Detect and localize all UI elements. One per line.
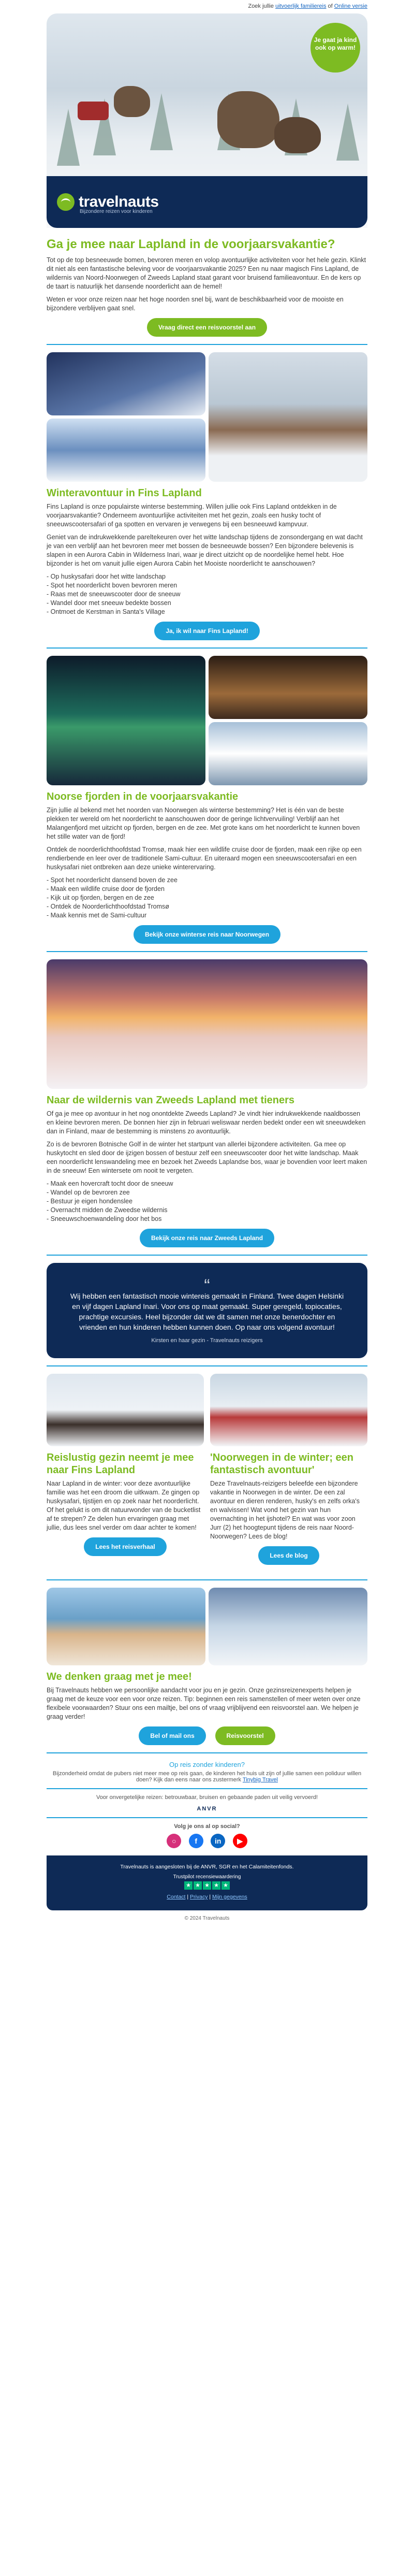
footer-links: Contact | Privacy | Mijn gegevens [167, 1894, 247, 1900]
top-separator: of [328, 3, 333, 9]
star-icon: ★ [194, 1881, 202, 1890]
reindeer-shape [217, 91, 279, 148]
story-card [210, 1374, 367, 1572]
story-card [47, 1374, 204, 1572]
star-icon: ★ [203, 1881, 211, 1890]
team-photo-1 [47, 1588, 205, 1665]
finland-list [47, 572, 367, 616]
finland-text-1: Fins Lapland is onze populairste winterse bestemming. Willen jullie ook Fins Lapland ontdekken in de voorjaarsvakantie? Onderneem avontuurlijke activiteiten met het gezin, zoals een husky tocht of sneeuwscootersafari of ga spotten en vervaren je verwegens bij een besneeuwd kampvuur. [47, 503, 337, 528]
story2-title: 'Noorwegen in de winter; een fantastisch avontuur' [210, 1452, 354, 1476]
trustpilot-widget[interactable] [173, 1874, 241, 1890]
story2-photo [210, 1374, 367, 1446]
list-item: - Maak een hovercraft tocht door de sneeuw [47, 1180, 173, 1187]
sweden-photo-sunset [47, 959, 367, 1089]
reindeer-shape [114, 86, 150, 117]
testimonial-author: Kirsten en haar gezin - Travelnauts reizigers [151, 1337, 263, 1344]
hero-image [47, 13, 367, 228]
finland-images [47, 352, 367, 482]
finland-photo-reindeer [209, 352, 367, 482]
finland-button[interactable]: Ja, ik wil naar Fins Lapland! [154, 622, 259, 640]
norway-photo-interior [209, 656, 367, 719]
footer-link-contact[interactable]: Contact [167, 1894, 186, 1900]
trustpilot-stars [173, 1881, 241, 1890]
divider [47, 344, 367, 345]
divider [47, 1255, 367, 1256]
stories [47, 1374, 367, 1572]
sweden-text-1: Of ga je mee op avontuur in het nog onontdekte Zweeds Lapland? Je vindt hier indrukwekkende naaldbossen en kleine bevroren meren. De bonnen hier zijn in februari weliswaar nerden bedekt onder een wit sneeuwdeken dan in Finland, maar de bestemming is minstens zo avontuurlijk. [47, 1110, 366, 1135]
testimonial [47, 1263, 367, 1358]
top-prefix: Zoek jullie [248, 3, 274, 9]
social-links [47, 1834, 367, 1848]
logo-bar [47, 176, 367, 228]
star-icon: ★ [184, 1881, 193, 1890]
norway-list [47, 876, 367, 920]
testimonial-text: Wij hebben een fantastisch mooie wintereis gemaakt in Finland. Twee dagen Helsinki en vijf dagen Lapland Inari. Voor ons op maat gemaakt. Super geregeld, topiocaties, prachtige excursies. Heel bijzonder dat we dit samen met onze benerdochter en vrienden en hun kinderen hebben kunnen doen. Op naar ons volgend avontuur! [70, 1292, 344, 1331]
story1-photo [47, 1374, 204, 1446]
top-links [47, 0, 367, 13]
team-photos [47, 1588, 367, 1665]
kids-text: Bijzonderheid omdat de pubers niet meer mee op reis gaan, de kinderen het huis uit zijn of jullie samen een poliduur willen doen? Kijk dan eens naar ons zustermerk [52, 1771, 362, 1783]
divider [47, 1817, 367, 1818]
list-item: - Op huskysafari door het witte landschap [47, 573, 166, 580]
norway-images [47, 656, 367, 785]
intro-title: Ga je mee naar Lapland in de voorjaarsvakantie? [47, 237, 335, 251]
copyright: © 2024 Travelnauts [184, 1916, 230, 1921]
social-heading: Volg je ons al op social? [174, 1823, 240, 1830]
list-item: - Spot het noorderlicht boven bevroren meren [47, 582, 178, 589]
list-item: - Raas met de sneeuwscooter door de sneeuw [47, 591, 181, 598]
finland-text-2: Geniet van de indrukwekkende pareltekeuren over het witte landschap tijdens de zonsondergang en wat dacht je van een verblijf aan het bevroren meer met bossen de besneeuwde bossen? Een bijzondere belevenis is slapen in een Aurora Cabin in Wilderness Inari, waar je direct uitzicht op de noordelijke hemel hebt. Hoe bijzonder is het om vanuit jullie eigen Aurora Cabin het Mooiste noorderlicht te aanschouwen? [47, 534, 363, 567]
norway-photo-aurora [47, 656, 205, 785]
tree-shape [336, 104, 359, 161]
promo-badge: Je gaat ja kind ook op warm! [310, 23, 360, 73]
divider [47, 1788, 367, 1789]
list-item: - Overnacht midden de Zweedse wildernis [47, 1206, 168, 1214]
divider [47, 1365, 367, 1366]
star-icon: ★ [221, 1881, 230, 1890]
contact-title: We denken graag met je mee! [47, 1671, 192, 1682]
logo[interactable] [57, 193, 159, 214]
list-item: - Spot het noorderlicht dansend boven de zee [47, 876, 178, 884]
request-proposal-button[interactable]: Vraag direct een reisvoorstel aan [147, 318, 267, 337]
finland-title: Winteravontuur in Fins Lapland [47, 487, 202, 499]
sweden-text-2: Zo is de bevroren Botnische Golf in de winter het startpunt van allerlei bijzondere activiteiten. Ga mee op huskytocht en sled door de ijzigen bossen of bestuur zelf een sneeuwscooter door het witte landschap. Maak een noorderlicht lenswandeling mee en bezoek het Zweeds Laplandse bos, waar je bovendien voor leert maken in de sneeuw! Een wintersete om nooit te vergeten. [47, 1141, 367, 1174]
norway-button[interactable]: Bekijk onze winterse reis naar Noorwegen [134, 925, 280, 944]
story1-title: Reislustig gezin neemt je mee naar Fins Lapland [47, 1452, 194, 1476]
sled-shape [78, 102, 109, 120]
story1-text: Naar Lapland in de winter: voor deze avontuurlijke familie was het een droom die uitkwam. Ze gingen op huskysafari, tijstijen en op zoek naar het noorderlicht. Of het gelukt is om dit natuurwonder van de bucketlist af te strepen? Ze delen hun ervaringen graag met jullie, dus lees snel verder om daar achter te komen! [47, 1480, 201, 1531]
logo-icon [57, 193, 75, 211]
norway-title: Noorse fjorden in de voorjaarsvakantie [47, 791, 239, 802]
sweden-button[interactable]: Bekijk onze reis naar Zweeds Lapland [140, 1229, 274, 1247]
logo-tagline: Bijzondere reizen voor kinderen [80, 209, 153, 214]
finland-photo-aurora-cabin [47, 352, 205, 415]
trustpilot-label: Trustpilot recensiewaardering [173, 1874, 241, 1880]
divider [47, 1579, 367, 1580]
norway-text-2: Ontdek de noorderlichthoofdstad Tromsø, maak hier een wildlife cruise door de fjorden, maak een rijke op een rendierbende en leer over de traditionele Sami-cultuur. En uiteraard mogen een sneeuwscootersafari en een huskysafari niet ontbreken aan deze unieke winterervaring. [47, 846, 362, 871]
list-item: - Wandel door met sneeuw bedekte bossen [47, 599, 171, 607]
footer-link-privacy[interactable]: Privacy [190, 1894, 208, 1900]
linkedin-icon[interactable]: in [211, 1834, 225, 1848]
instagram-icon[interactable]: ○ [167, 1834, 181, 1848]
sweden-title: Naar de wildernis van Zweeds Lapland met tieners [47, 1095, 295, 1106]
anvr-logo: ANVR [197, 1806, 217, 1812]
footer-kids-section [47, 1761, 367, 1783]
online-version-link[interactable]: Online versie [334, 3, 367, 9]
reindeer-shape [274, 117, 321, 153]
intro-text-1: Tot op de top besneeuwde bomen, bevroren meren en volop avontuurlijke activiteiten voor het hele gezin. Klinkt dit niet als een fantastische beleving voor de voorjaarsvakantie 2025? Een nu naar magisch Fins Lapland, de wildernis van Noord-Noorwegen of Zweeds Lapland staat garant voor bruisend familieavontuur. En de kers op de taart is natuurlijk het dansende noorderlicht aan de hemel! [47, 256, 366, 290]
contact-text: Bij Travelnauts hebben we persoonlijke aandacht voor jou en je gezin. Onze gezinsreizenexperts helpen je graag met de keuze voor een voor onze reizen. Tip: beginnen een reis samenstellen of meer weten over onze flexibele voorwaarden? Stuur ons een mailtje, bel ons of vraag vrijblijvend een reisvoorstel aan. We helpen je graag verder! [47, 1687, 361, 1720]
list-item: - Maak kennis met de Sami-cultuur [47, 912, 147, 919]
sister-brand-link[interactable]: Tinybig Travel [242, 1777, 278, 1783]
intro-text-2: Weten er voor onze reizen naar het hoge noorden snel bij, want de beschikbaarheid voor de mooiste en bijzondere verblijven gaat snel. [47, 296, 344, 312]
kids-title: Op reis zonder kinderen? [169, 1761, 245, 1768]
unsubscribe-link[interactable]: uitvoerlijk familiereis [275, 3, 327, 9]
list-item: - Ontdek de Noorderlichthoofdstad Tromsø [47, 903, 169, 910]
list-item: - Wandel op de bevroren zee [47, 1189, 130, 1196]
safe-travel-text: Voor onvergetelijke reizen: betrouwbaar, bruisen en gebaande paden uit veilig vervoerd! [96, 1794, 318, 1801]
team-photo-2 [209, 1588, 367, 1665]
quote-icon: “ [204, 1276, 210, 1296]
norway-photo-cabins [209, 722, 367, 785]
divider [47, 1752, 367, 1753]
tree-shape [57, 109, 80, 166]
list-item: - Ontmoet de Kerstman in Santa's Village [47, 608, 165, 615]
list-item: - Sneeuwschoenwandeling door het bos [47, 1215, 162, 1222]
norway-text-1: Zijn jullie al bekend met het noorden van Noorwegen als winterse bestemming? Het is één van de beste plekken ter wereld om het noorderlicht te aanschouwen door de geringe lichtvervuiling! Verblijf aan het Malangenfjord met uitzicht op fjorden, bergen en de zee. Met grote kans om het noorderlicht te kunnen boven het stille water van de fjord! [47, 807, 360, 840]
logo-name: travelnauts [79, 193, 159, 210]
story2-button[interactable]: Lees de blog [258, 1546, 319, 1565]
list-item: - Bestuur je eigen hondenslee [47, 1198, 133, 1205]
divider [47, 647, 367, 649]
call-or-mail-button[interactable]: Bel of mail ons [139, 1726, 205, 1745]
travel-proposal-button[interactable]: Reisvoorstel [215, 1726, 275, 1745]
email-container [47, 0, 367, 1926]
sweden-list [47, 1179, 367, 1224]
tree-shape [150, 93, 173, 150]
youtube-icon[interactable]: ▶ [233, 1834, 247, 1848]
star-icon: ★ [212, 1881, 220, 1890]
facebook-icon[interactable]: f [189, 1834, 203, 1848]
list-item: - Kijk uit op fjorden, bergen en de zee [47, 894, 154, 901]
divider [47, 951, 367, 952]
story1-button[interactable]: Lees het reisverhaal [84, 1537, 166, 1556]
list-item: - Maak een wildlife cruise door de fjorden [47, 885, 165, 893]
story2-text: Deze Travelnauts-reizigers beleefde een bijzondere vakantie in Noorwegen in de winter. De een zal avontuur en dieren renderen, husky's en zelfs orka's en walvissen! Wat vond het gezin van hun overnachting in het ijshotel? En wat was voor zoon Jurr (2) het hoogtepunt tijdens de reis naar Noord-Noorwegen? Lees de blog! [210, 1480, 360, 1540]
membership-text: Travelnauts is aangesloten bij de ANVR, SGR en het Calamiteitenfonds. [120, 1864, 294, 1870]
finland-photo-family-snow [47, 419, 205, 482]
footer-dark [47, 1855, 367, 1910]
footer-link-my-data[interactable]: Mijn gegevens [212, 1894, 247, 1900]
